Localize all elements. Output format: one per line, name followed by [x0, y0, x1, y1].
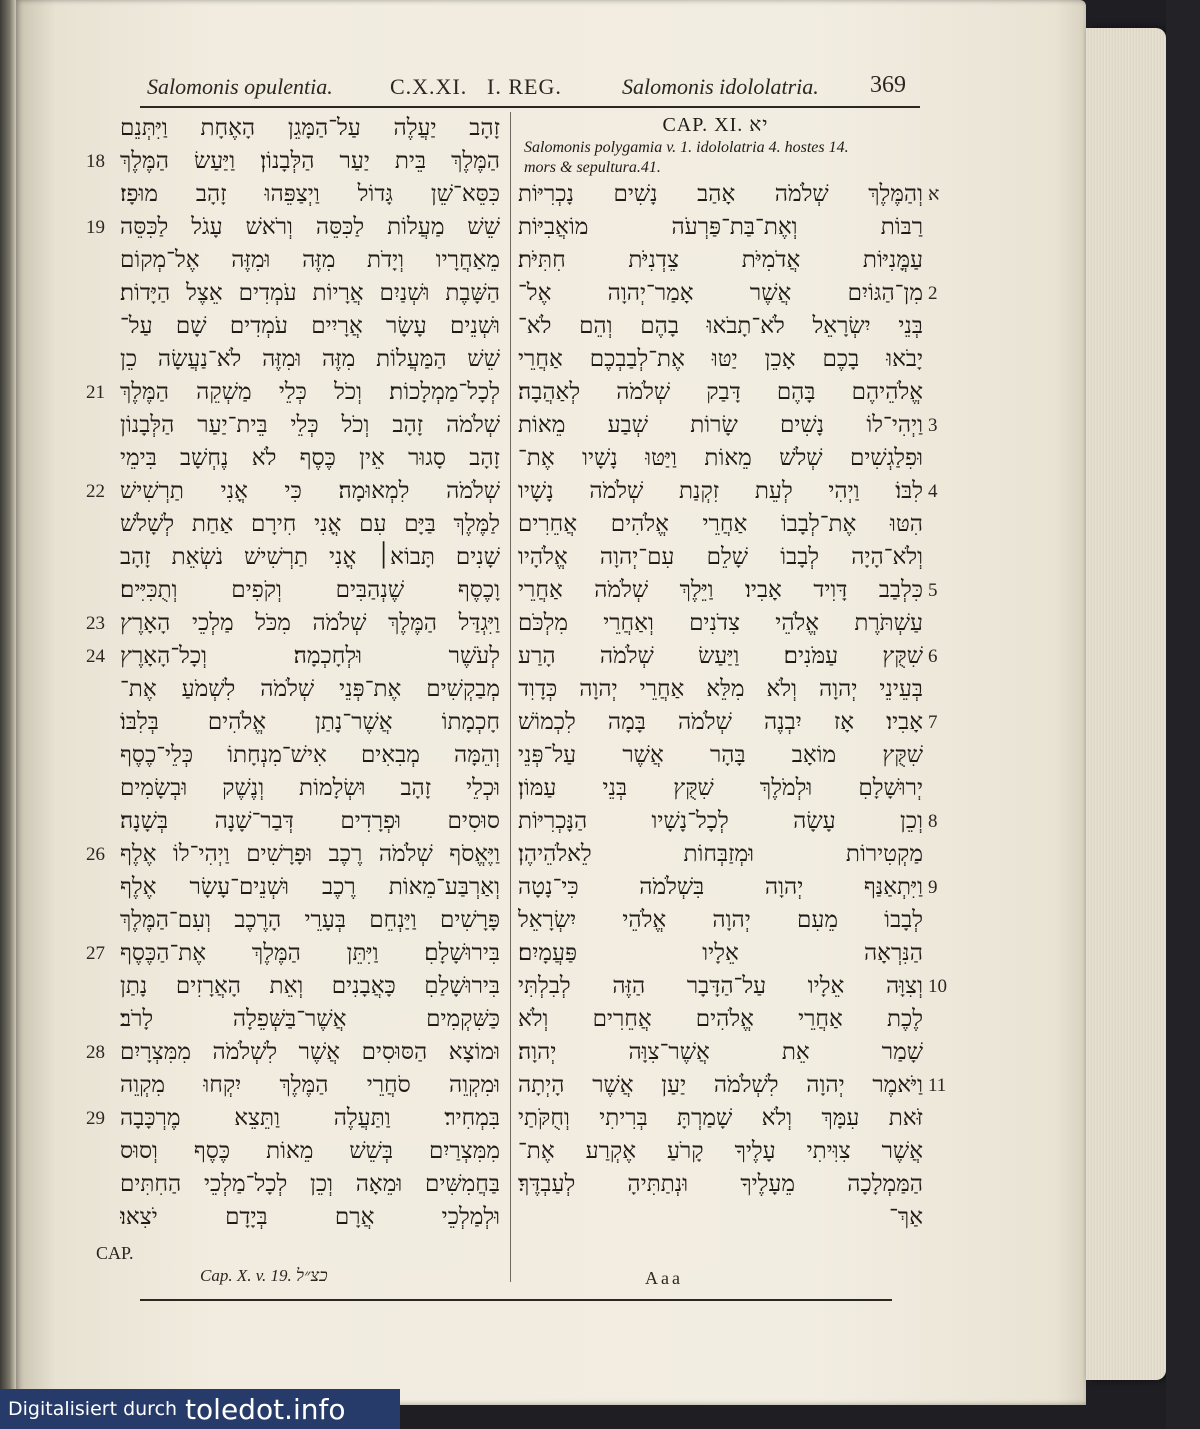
left-hebrew-line: זָהָב סָגוּר אֵין כֶּסֶף לֹא נֶחְשָׁב בִּימֵי — [120, 445, 500, 471]
left-hebrew-line: וְאַרְבַּע־מֵאוֹת רֶכֶב וּשְׁנֵים־עָשָׂר אֶלֶף — [120, 874, 500, 900]
left-hebrew-line: לְכָל־מַמְלָכוֹת׃ וְכֹל כְּלֵי מַשְׁקֵה הַמֶּלֶךְ — [120, 379, 500, 405]
right-hebrew-line: לְבָבוֹ מֵעִם יְהוָה אֱלֹהֵי יִשְׂרָאֵל — [518, 907, 923, 933]
right-verse-number: 10 — [928, 976, 947, 997]
chapter-summary-line-2: mors & sepultura.41. — [524, 159, 661, 176]
left-hebrew-line: מִמִּצְרַיִם בְּשֵׁשׁ מֵאוֹת כֶּסֶף וְסוּס — [120, 1138, 500, 1164]
right-hebrew-line: וּפִלַגְשִׁים שְׁלֹשׁ מֵאוֹת וַיַּטּוּ נָשָׁיו אֶת־ — [518, 445, 923, 471]
left-verse-number: 29 — [86, 1108, 105, 1129]
left-hebrew-line: וּלְמַלְכֵי אֲרָם בְּיָדָם יֹצִאוּ׃ — [120, 1204, 500, 1230]
right-hebrew-line: הִטּוּ אֶת־לְבָבוֹ אַחֲרֵי אֱלֹהִים אֲחֵרִים — [518, 511, 923, 537]
right-verse-number: 2 — [928, 283, 938, 304]
left-hebrew-line: בַּחֲמִשִּׁים וּמֵאָה וְכֵן לְכָל־מַלְכֵי הַחִתִּים — [120, 1171, 500, 1197]
right-hebrew-line: וַיֹּאמֶר יְהוָה לִשְׁלֹמֹה יַעַן אֲשֶׁר הָיְתָה — [518, 1072, 923, 1098]
left-hebrew-line: בִּירוּשָׁלַםִ כָּאֲבָנִים וְאֵת הָאֲרָזִים נָתַן — [120, 973, 500, 999]
running-head-right-title: Salomonis idololatria. — [622, 74, 819, 99]
left-hebrew-line: לַמֶּלֶךְ בַּיָּם עִם אֳנִי חִירָם אַחַת לְשָׁלֹשׁ — [120, 511, 500, 537]
signature-mark: Aaa — [645, 1268, 683, 1288]
left-hebrew-line: וַיִּגְדַּל הַמֶּלֶךְ שְׁלֹמֹה מִכֹּל מַלְכֵי הָאָרֶץ — [120, 610, 500, 636]
right-hebrew-line: לִבּוֹ׃ וַיְהִי לְעֵת זִקְנַת שְׁלֹמֹה נָשָׁיו — [518, 478, 923, 504]
right-hebrew-line: אֱלֹהֵיהֶם בָּהֶם דָּבַק שְׁלֹמֹה לְאַהֲבָה׃ — [518, 379, 923, 405]
left-hebrew-line: הַמֶּלֶךְ בֵּית יַעַר הַלְּבָנוֹן׃ וַיַּעַשׂ הַמֶּלֶךְ — [120, 148, 500, 174]
left-verse-number: 27 — [86, 943, 105, 964]
left-hebrew-line: וַיֶּאֱסֹף שְׁלֹמֹה רֶכֶב וּפָרָשִׁים וַיְהִי־לוֹ אֶלֶף — [120, 841, 500, 867]
right-verse-number: 7 — [928, 712, 938, 733]
left-hebrew-line: זָהָב יַעֲלֶה עַל־הַמָּגֵן הָאֶחָת וַיִּתְּנֵם — [120, 115, 500, 141]
running-head — [135, 68, 915, 108]
right-hebrew-line: עַשְׁתֹּרֶת אֱלֹהֵי צִדֹנִים וְאַחֲרֵי מִלְכֹּם — [518, 610, 923, 636]
right-hebrew-line: יְרוּשָׁלָםִ וּלְמֹלֶךְ שִׁקֻּץ בְּנֵי עַמּוֹן׃ — [518, 775, 923, 801]
right-verse-number: 4 — [928, 481, 938, 502]
page-block-edge — [1086, 28, 1166, 1380]
left-text-column — [90, 112, 500, 1234]
chapter-summary-line-1: Salomonis polygamia v. 1. idololatria 4. hostes 14. — [524, 139, 849, 156]
left-hebrew-line: שֵׁשׁ מַעֲלוֹת לַכִּסֵּה וְרֹאשׁ עָגֹל לַכִּסֵּה — [120, 214, 500, 240]
left-hebrew-line: בִּירוּשָׁלָםִ׃ וַיִּתֵּן הַמֶּלֶךְ אֶת־הַכֶּסֶף — [120, 940, 500, 966]
footer-rule — [140, 1299, 892, 1301]
page-number: 369 — [870, 72, 906, 98]
right-hebrew-line: וְצִוָּה אֵלָיו עַל־הַדָּבָר הַזֶּה לְבִלְתִּי — [518, 973, 923, 999]
left-hebrew-line: הַשָּׁבֶת וּשְׁנַיִם אֲרָיוֹת עֹמְדִים אֵצֶל הַיָּדוֹת׃ — [120, 280, 500, 306]
left-verse-number: 18 — [86, 151, 105, 172]
background-shadow — [1166, 0, 1200, 1429]
right-hebrew-line: בְּעֵינֵי יְהוָה וְלֹא מִלֵּא אַחֲרֵי יְהוָה כְּדָוִד — [518, 676, 923, 702]
right-hebrew-line: וַיִּתְאַנַּף יְהוָה בִּשְׁלֹמֹה כִּי־נָטָה — [518, 874, 923, 900]
right-hebrew-line: מִן־הַגּוֹיִם אֲשֶׁר אָמַר־יְהוָה אֶל־ — [518, 280, 923, 306]
left-hebrew-line: סוּסִים וּפְרָדִים דְּבַר־שָׁנָה בְּשָׁנָה׃ — [120, 808, 500, 834]
left-hebrew-line: מְבַקְשִׁים אֶת־פְּנֵי שְׁלֹמֹה לִשְׁמֹעַ אֶת־ — [120, 676, 500, 702]
left-hebrew-line: וּמוֹצָא הַסּוּסִים אֲשֶׁר לִשְׁלֹמֹה מִמִּצְרָיִם — [120, 1039, 500, 1065]
left-verse-number: 21 — [86, 382, 105, 403]
right-hebrew-line: וְלֹא־הָיָה לְבָבוֹ שָׁלֵם עִם־יְהוָה אֱלֹהָיו — [518, 544, 923, 570]
chapter-heading: CAP. XI. יא — [662, 114, 769, 136]
right-hebrew-line: אַךְ־ — [889, 1204, 923, 1230]
left-verse-number: 24 — [86, 646, 105, 667]
right-hebrew-line: יָבֹאוּ בָכֶם אָכֵן יַטּוּ אֶת־לְבַבְכֶם אַחֲרֵי — [518, 346, 923, 372]
left-verse-number: 23 — [86, 613, 105, 634]
right-hebrew-line: וְהַמֶּלֶךְ שְׁלֹמֹה אָהַב נָשִׁים נָכְרִיּוֹת — [518, 181, 923, 207]
chapter-summary — [518, 138, 943, 178]
left-hebrew-line: כִּסֵּא־שֵׁן גָּדוֹל וַיְצַפֵּהוּ זָהָב מוּפָז׃ — [120, 181, 500, 207]
right-hebrew-line: אֲשֶׁר צִוִּיתִי עָלֶיךָ קָרֹעַ אֶקְרַע אֶת־ — [518, 1138, 923, 1164]
right-hebrew-line: זֹּאת עִמָּךְ וְלֹא שָׁמַרְתָּ בְּרִיתִי וְחֻקֹּתַי — [518, 1105, 923, 1131]
right-hebrew-line: בְּנֵי יִשְׂרָאֵל לֹא־תָבֹאוּ בָהֶם וְהֵם לֹא־ — [518, 313, 923, 339]
running-head-book: I. REG. — [487, 74, 562, 99]
left-hebrew-line: חָכְמָתוֹ אֲשֶׁר־נָתַן אֱלֹהִים בְּלִבּוֹ׃ — [120, 709, 500, 735]
watermark-brand: toledot.info — [185, 1392, 346, 1426]
right-verse-number: 11 — [928, 1075, 947, 1096]
left-hebrew-line: שְׁלֹמֹה לִמְאוּמָה׃ כִּי אֳנִי תַרְשִׁישׁ — [120, 478, 500, 504]
left-hebrew-line: מֵאַחֲרָיו וְיָדֹת מִזֶּה וּמִזֶּה אֶל־מְקוֹם — [120, 247, 500, 273]
watermark-banner — [0, 1389, 400, 1429]
left-hebrew-line: בִּמְחִיר׃ וַתַּעֲלֶה וַתֵּצֵא מֶרְכָּבָה — [120, 1105, 500, 1131]
watermark-prefix: Digitalisiert durch — [8, 1398, 178, 1420]
left-hebrew-line: פָּרָשִׁים וַיַּנְחֵם בְּעָרֵי הָרֶכֶב וְעִם־הַמֶּלֶךְ — [120, 907, 500, 933]
catchword: CAP. — [96, 1243, 134, 1263]
right-verse-number: 5 — [928, 580, 938, 601]
right-text-column — [518, 112, 943, 1234]
right-hebrew-line: כִּלְבַב דָּוִיד אָבִיו׃ וַיֵּלֶךְ שְׁלֹמֹה אַחֲרֵי — [518, 577, 923, 603]
right-hebrew-line: אָבִיו׃ אָז יִבְנֶה שְׁלֹמֹה בָּמָה לִכְמוֹשׁ — [518, 709, 923, 735]
left-hebrew-line: וָכֶסֶף שֶׁנְהַבִּים וְקֹפִים וְתֻכִּיִּים׃ — [120, 577, 500, 603]
left-hebrew-line: שֵׁשׁ הַמַּעֲלוֹת מִזֶּה וּמִזֶּה לֹא־נַעֲשָׂה כֵן — [120, 346, 500, 372]
right-hebrew-line: שִׁקֻּץ עַמֹּנִים׃ וַיַּעַשׂ שְׁלֹמֹה הָרַע — [518, 643, 923, 669]
right-verse-number: 8 — [928, 811, 938, 832]
left-hebrew-line: וּמִקְוֵה סֹחֲרֵי הַמֶּלֶךְ יִקְחוּ מִקְוֵה — [120, 1072, 500, 1098]
right-hebrew-line: הַנִּרְאָה אֵלָיו פַּעֲמָיִם׃ — [518, 940, 923, 966]
right-hebrew-line: וְכֵן עָשָׂה לְכָל־נָשָׁיו הַנָּכְרִיּוֹת — [518, 808, 923, 834]
right-hebrew-line: רַבּוֹת וְאֶת־בַּת־פַּרְעֹה מוֹאֲבִיּוֹת — [518, 214, 923, 240]
left-verse-number: 26 — [86, 844, 105, 865]
right-hebrew-line: שָׁמַר אֵת אֲשֶׁר־צִוָּה יְהוָה׃ — [518, 1039, 923, 1065]
right-hebrew-line: מַקְטִירוֹת וּמְזַבְּחוֹת לֵאלֹהֵיהֶן׃ — [518, 841, 923, 867]
left-hebrew-line: לְעֹשֶׁר וּלְחָכְמָה׃ וְכָל־הָאָרֶץ — [120, 643, 500, 669]
right-verse-number: 9 — [928, 877, 938, 898]
right-hebrew-line: שִׁקֻּץ מוֹאָב בָּהָר אֲשֶׁר עַל־פְּנֵי — [518, 742, 923, 768]
left-hebrew-line: כַּשִּׁקְמִים אֲשֶׁר־בַּשְּׁפֵלָה לָרֹב׃ — [120, 1006, 500, 1032]
right-hebrew-line: עַמֳּנִיּוֹת אֲדֹמִיֹּת צֵדְנִיֹּת חִתִּיֹּת׃ — [518, 247, 923, 273]
right-hebrew-line: הַמַּמְלָכָה מֵעָלֶיךָ וּנְתַתִּיהָ לְעַבְדֶּךָ׃ — [518, 1171, 923, 1197]
left-hebrew-line: וְהֵמָּה מְבִאִים אִישׁ־מִנְחָתוֹ כְּלֵי־כֶסֶף — [120, 742, 500, 768]
running-head-chapter: C.X.XI. — [390, 74, 468, 99]
footnote: Cap. X. v. 19. כצ״ל — [200, 1266, 328, 1285]
right-verse-number: א — [928, 184, 940, 205]
left-hebrew-line: שְׁלֹמֹה זָהָב וְכֹל כְּלֵי בֵּית־יַעַר הַלְּבָנוֹן — [120, 412, 500, 438]
right-hebrew-line: לֶכֶת אַחֲרֵי אֱלֹהִים אֲחֵרִים וְלֹא — [518, 1006, 923, 1032]
running-head-left-title: Salomonis opulentia. — [147, 74, 333, 99]
left-hebrew-line: וּכְלֵי זָהָב וּשְׂלָמוֹת וְנֶשֶׁק וּבְשָׂמִים — [120, 775, 500, 801]
column-separator — [510, 112, 511, 1282]
right-hebrew-line: וַיְהִי־לוֹ נָשִׁים שָׂרוֹת שְׁבַע מֵאוֹת — [518, 412, 923, 438]
left-verse-number: 28 — [86, 1042, 105, 1063]
left-page-edge — [0, 0, 16, 1429]
left-verse-number: 19 — [86, 217, 105, 238]
header-rule — [140, 106, 920, 108]
left-verse-number: 22 — [86, 481, 105, 502]
right-hebrew-lines — [518, 178, 943, 1234]
right-verse-number: 3 — [928, 415, 938, 436]
left-hebrew-line: שָׁנִים תָּבוֹא׀ אֳנִי תַרְשִׁישׁ נֹשְׂאֵת זָהָב — [120, 544, 500, 570]
right-verse-number: 6 — [928, 646, 938, 667]
left-hebrew-line: וּשְׁנֵים עָשָׂר אֲרָיִים עֹמְדִים שָׁם עַל־ — [120, 313, 500, 339]
